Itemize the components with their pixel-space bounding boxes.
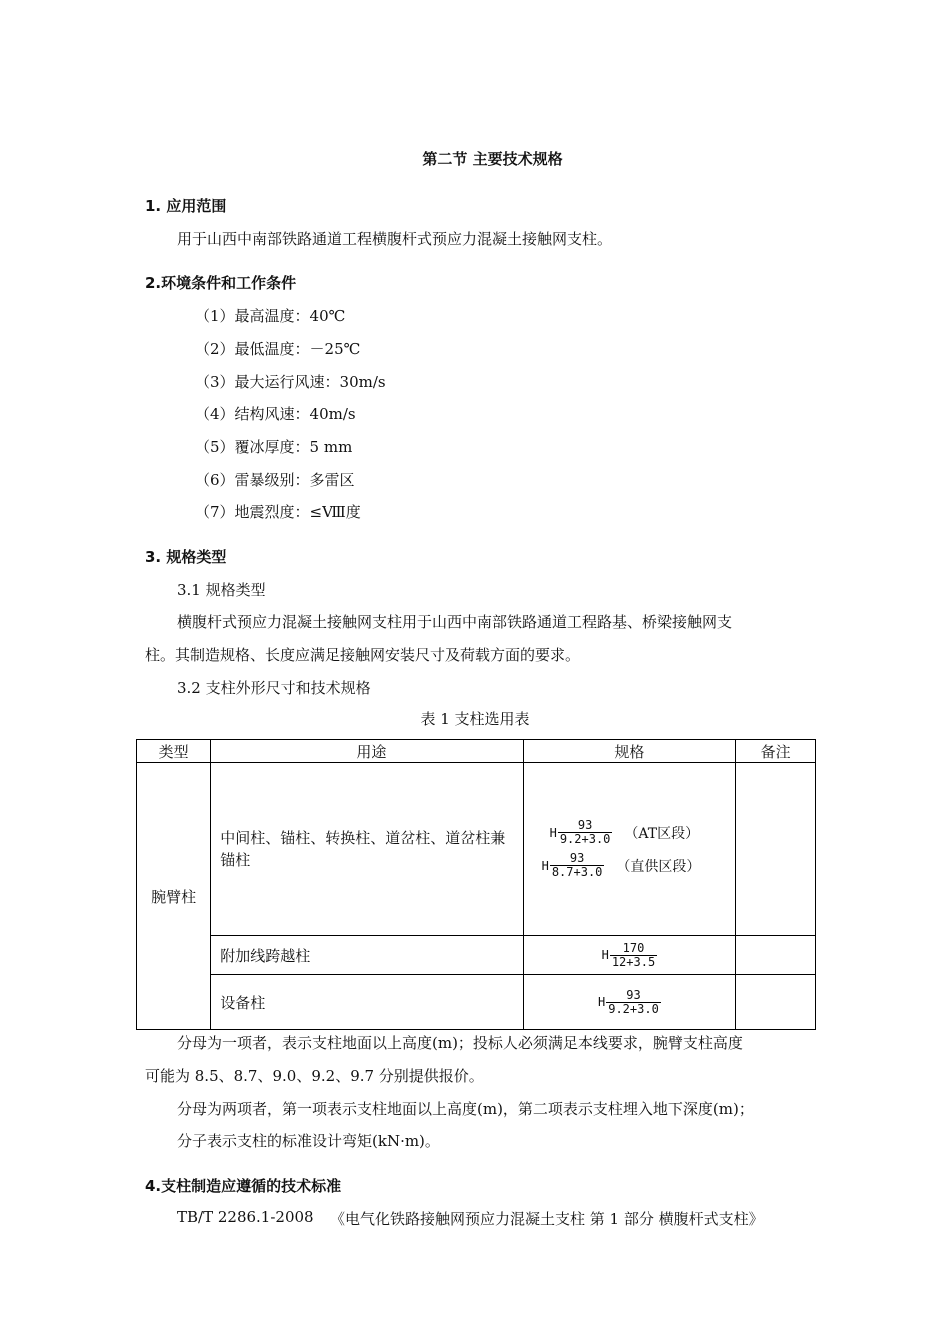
spec-types-text-line2: 柱。其制造规格、长度应满足接触网安装尺寸及荷载方面的要求。: [145, 646, 581, 664]
table-row: [137, 975, 816, 1030]
standard-code: TB/T 2286.1-2008: [177, 1208, 314, 1226]
use-cell: 中间柱、锚柱、转换柱、道岔柱、道岔柱兼锚柱: [211, 763, 523, 936]
note-2-line2: 分子表示支柱的标准设计弯矩(kN·m)。: [177, 1132, 440, 1150]
heading-conditions: 2.环境条件和工作条件: [145, 274, 297, 292]
spec-cell: [523, 975, 736, 1030]
heading-application-scope: 1. 应用范围: [145, 197, 227, 215]
table-header-row: [137, 740, 816, 763]
note-1-line1: 分母为一项者，表示支柱地面以上高度(m)；投标人必须满足本线要求，腕臂支柱高度: [177, 1034, 743, 1052]
header-use: 用途: [211, 740, 523, 763]
spec-formula: H $\frac{93}{9.2+3.0}$ （AT区段）: [549, 818, 700, 846]
table-row: [137, 763, 816, 936]
table-caption: 表 1 支柱选用表: [420, 710, 530, 728]
spec-note: （AT区段）: [624, 825, 700, 842]
subheading-3-2: 3.2 支柱外形尺寸和技术规格: [177, 679, 371, 697]
condition-item: （7）地震烈度：≤Ⅷ度: [195, 503, 361, 521]
condition-item: （2）最低温度：－25℃: [195, 340, 361, 358]
note-2-line1: 分母为两项者，第一项表示支柱地面以上高度(m)，第二项表示支柱埋入地下深度(m)；: [177, 1100, 754, 1118]
note-cell: [736, 975, 816, 1030]
header-spec: 规格: [523, 740, 736, 763]
type-cell: 腕臂柱: [137, 763, 211, 1030]
spec-cell: [523, 763, 736, 936]
spec-note: （直供区段）: [616, 858, 701, 875]
spec-cell: [523, 936, 736, 975]
section-title: 第二节 主要技术规格: [422, 150, 563, 168]
note-cell: [736, 763, 816, 936]
condition-item: （4）结构风速：40m/s: [195, 405, 356, 423]
header-note: 备注: [736, 740, 816, 763]
heading-spec-types: 3. 规格类型: [145, 548, 227, 566]
use-cell: 设备柱: [211, 975, 523, 1030]
condition-item: （5）覆冰厚度：5 mm: [195, 438, 353, 456]
spec-formula: H $\frac{93}{8.7+3.0}$ （直供区段）: [541, 851, 701, 879]
spec-formula: H $\frac{170}{12+3.5}$: [601, 940, 656, 969]
subheading-3-1: 3.1 规格类型: [177, 581, 266, 599]
use-cell: 附加线跨越柱: [211, 936, 523, 975]
note-1-line2: 可能为 8.5、8.7、9.0、9.2、9.7 分别提供报价。: [145, 1067, 484, 1085]
spec-formula: H $\frac{93}{9.2+3.0}$: [597, 987, 659, 1016]
standard-name: 《电气化铁路接触网预应力混凝土支柱 第 1 部分 横腹杆式支柱》: [330, 1210, 764, 1228]
note-cell: [736, 936, 816, 975]
condition-item: （1）最高温度：40℃: [195, 307, 346, 325]
spec-types-text-line1: 横腹杆式预应力混凝土接触网支柱用于山西中南部铁路通道工程路基、桥梁接触网支: [177, 613, 733, 631]
condition-item: （6）雷暴级别：多雷区: [195, 471, 355, 489]
pole-selection-table: [136, 739, 816, 1030]
heading-standards: 4.支柱制造应遵循的技术标准: [145, 1177, 342, 1195]
application-scope-text: 用于山西中南部铁路通道工程横腹杆式预应力混凝土接触网支柱。: [177, 230, 613, 248]
header-type: 类型: [137, 740, 211, 763]
condition-item: （3）最大运行风速：30m/s: [195, 373, 386, 391]
table-row: [137, 936, 816, 975]
